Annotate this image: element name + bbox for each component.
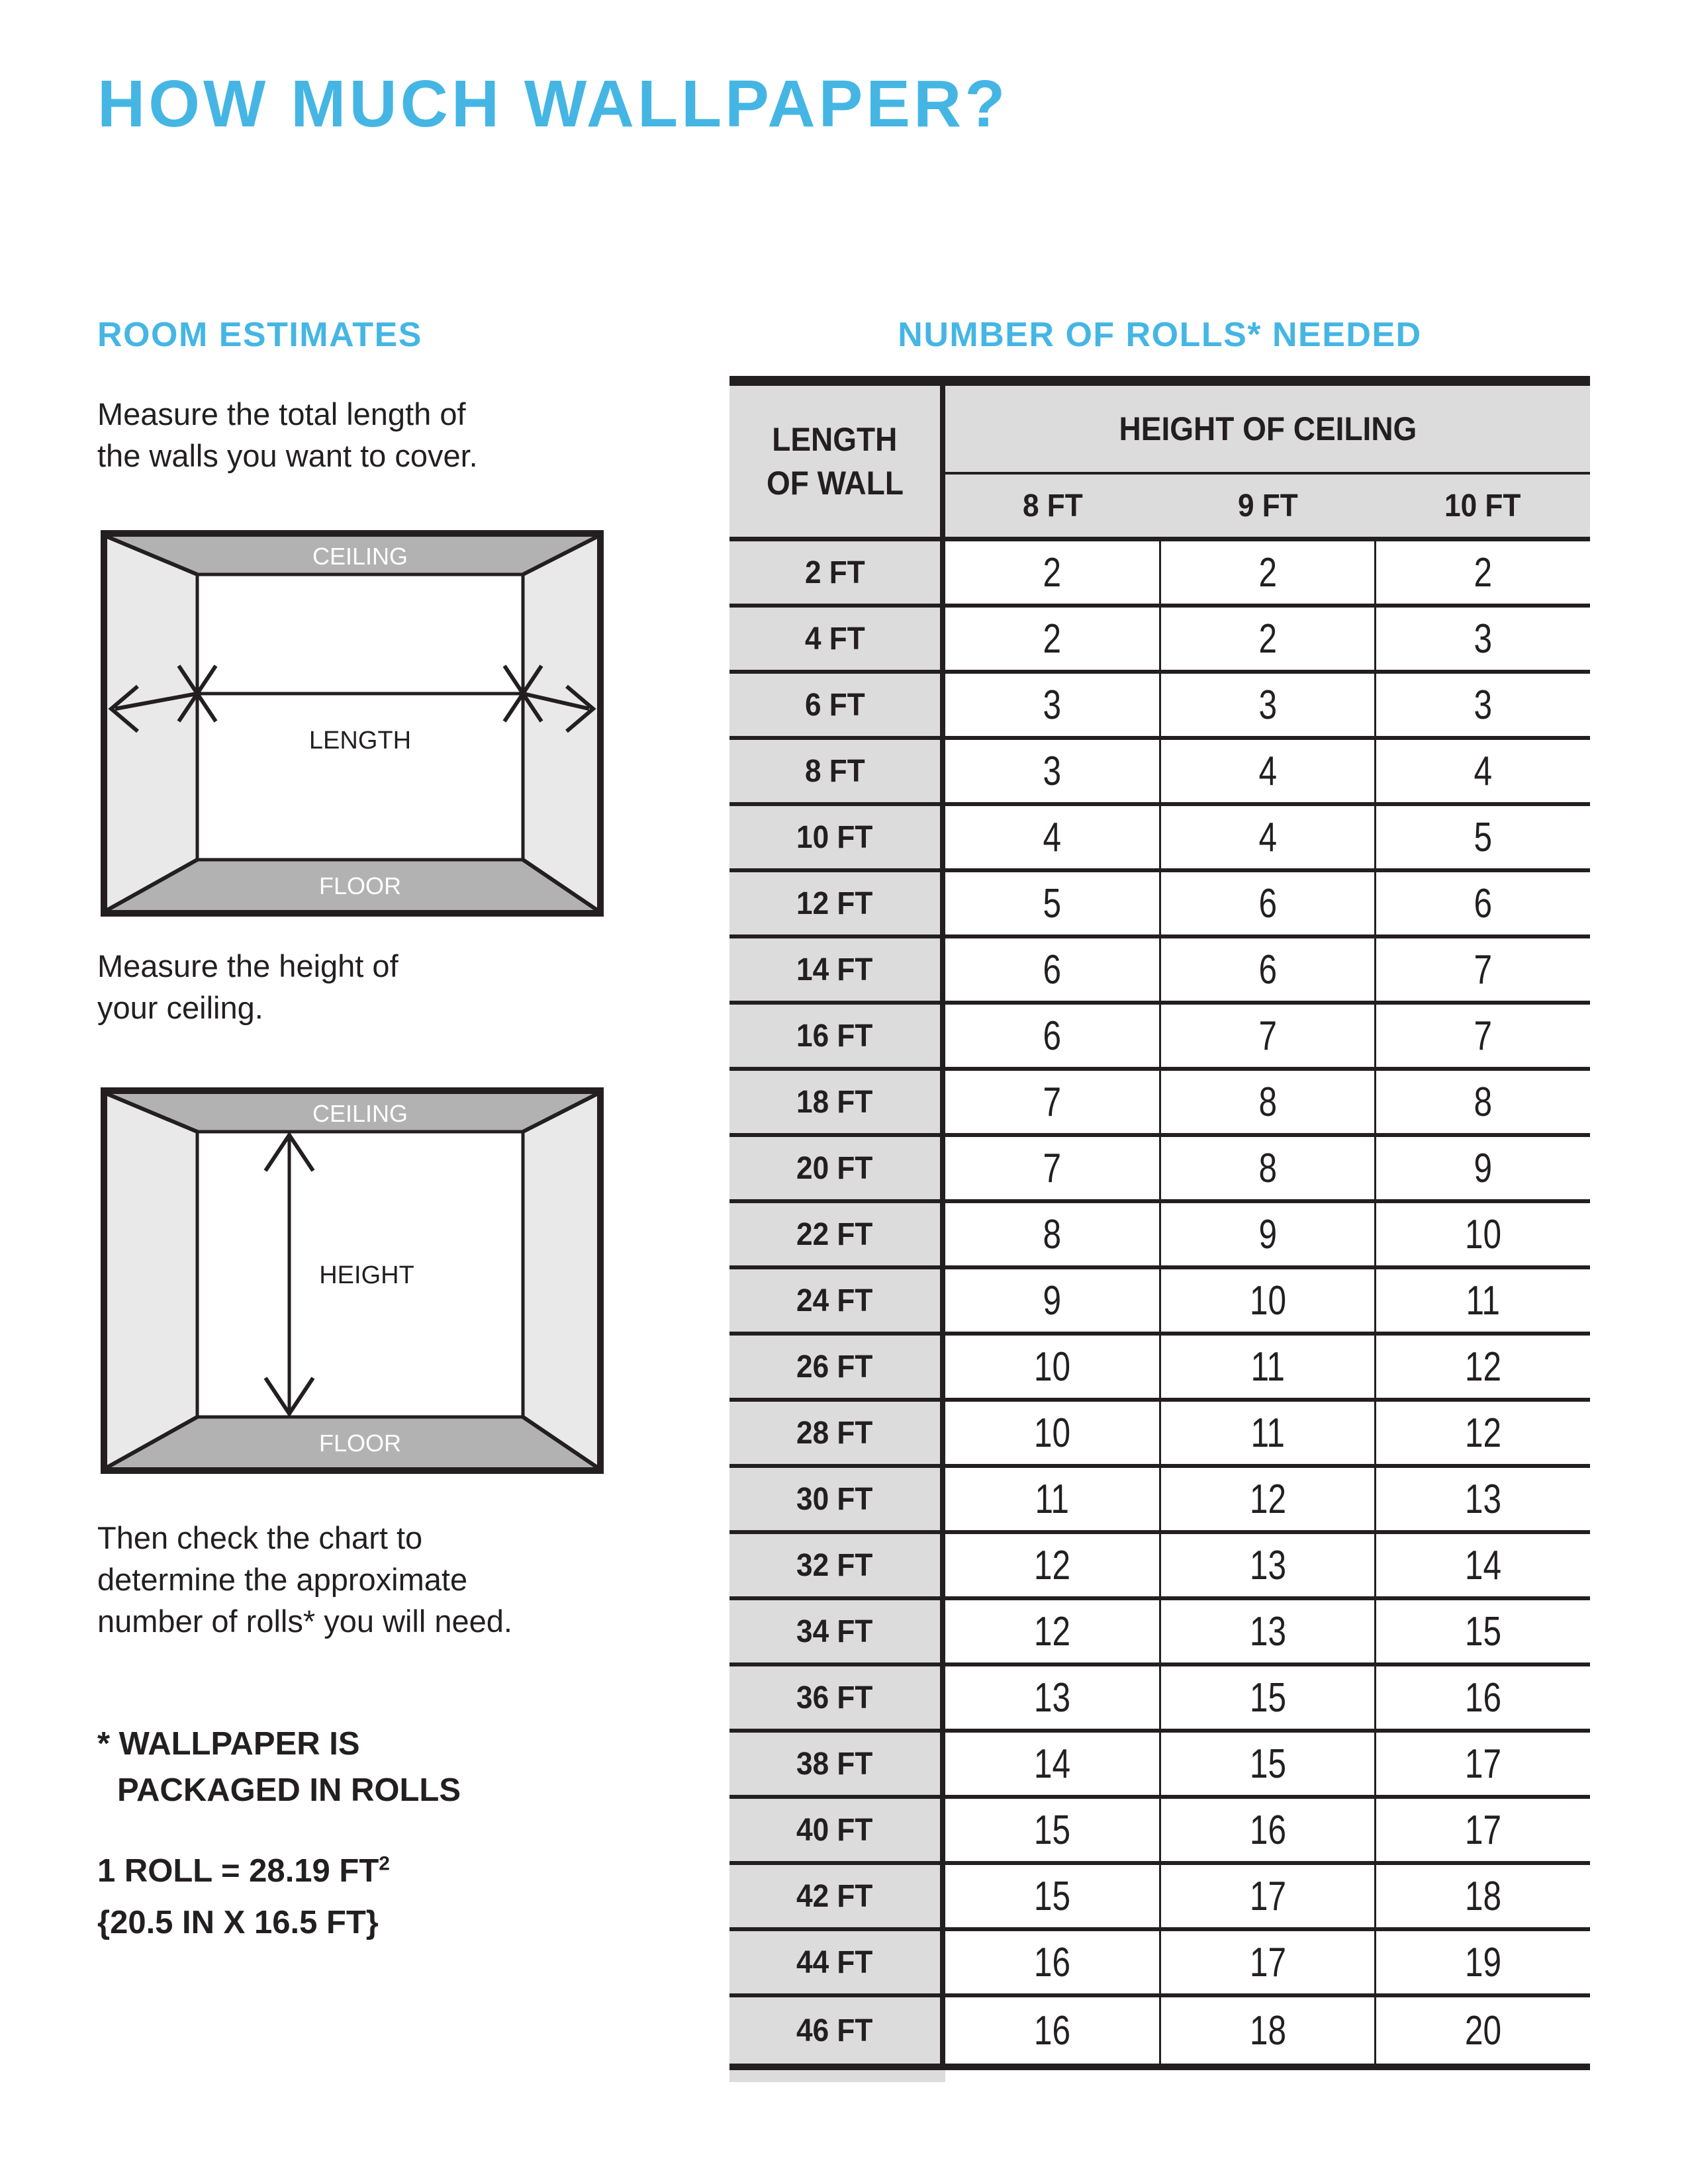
cell-8ft: 5 (945, 872, 1159, 934)
cell-9ft: 10 (1159, 1269, 1375, 1332)
cell-9ft: 12 (1159, 1468, 1375, 1530)
length-label: LENGTH (308, 727, 412, 754)
paragraph-measure-height (97, 945, 399, 1028)
table-row (729, 1005, 1590, 1071)
cell-8ft: 4 (945, 806, 1159, 868)
row-label: 44 FT (729, 1931, 945, 1993)
row-label: 38 FT (729, 1733, 945, 1795)
cell-8ft: 16 (945, 1997, 1159, 2064)
paragraph-line: number of rolls* you will need. (97, 1604, 512, 1639)
cell-8ft: 7 (945, 1071, 1159, 1133)
cell-8ft: 3 (945, 674, 1159, 736)
left-wall-face (107, 1094, 197, 1467)
cell-9ft: 9 (1159, 1203, 1375, 1265)
cell-8ft: 6 (945, 938, 1159, 1001)
cell-10ft: 16 (1374, 1666, 1590, 1729)
paragraph-check-chart (97, 1517, 512, 1642)
cell-8ft: 8 (945, 1203, 1159, 1265)
page-title: HOW MUCH WALLPAPER? (97, 67, 1009, 141)
table-row (729, 1865, 1590, 1931)
row-label: 2 FT (729, 541, 945, 604)
subheader-9ft: 9 FT (1237, 488, 1298, 523)
row-label: 8 FT (729, 740, 945, 802)
footnote-line: PACKAGED IN ROLLS (117, 1772, 461, 1808)
roll-equation: 1 ROLL = 28.19 FT (97, 1853, 379, 1889)
cell-10ft: 5 (1374, 806, 1590, 868)
room-diagram-length (101, 530, 604, 917)
section-heading-room-estimates: ROOM ESTIMATES (97, 316, 422, 354)
cell-9ft: 11 (1159, 1402, 1375, 1464)
table-rows (729, 541, 1590, 2064)
paragraph-line: Then check the chart to (97, 1520, 423, 1555)
row-label: 30 FT (729, 1468, 945, 1530)
cell-9ft: 15 (1159, 1666, 1375, 1729)
table-header (729, 386, 1590, 541)
cell-9ft: 4 (1159, 740, 1375, 802)
cell-10ft: 3 (1374, 608, 1590, 670)
row-label: 46 FT (729, 1997, 945, 2064)
cell-10ft: 17 (1374, 1733, 1590, 1795)
cell-8ft: 14 (945, 1733, 1159, 1795)
row-label: 42 FT (729, 1865, 945, 1927)
cell-8ft: 16 (945, 1931, 1159, 1993)
subheader-10ft: 10 FT (1444, 488, 1521, 523)
table-row (729, 1666, 1590, 1733)
row-label: 10 FT (729, 806, 945, 868)
footnote-line: {20.5 IN X 16.5 FT} (97, 1905, 379, 1940)
cell-9ft: 2 (1159, 608, 1375, 670)
footnote-packaged-in-rolls (97, 1721, 461, 1813)
cell-10ft: 7 (1374, 938, 1590, 1001)
back-wall-face (197, 574, 523, 860)
cell-10ft: 13 (1374, 1468, 1590, 1530)
cell-9ft: 6 (1159, 938, 1375, 1001)
cell-9ft: 7 (1159, 1005, 1375, 1067)
cell-10ft: 3 (1374, 674, 1590, 736)
table-row (729, 1336, 1590, 1402)
table-bottom-bar (729, 2064, 1590, 2070)
cell-8ft: 12 (945, 1600, 1159, 1662)
row-label: 16 FT (729, 1005, 945, 1067)
cell-8ft: 15 (945, 1799, 1159, 1861)
paragraph-line: Measure the total length of (97, 396, 466, 432)
table-row (729, 1799, 1590, 1865)
subheader-8ft: 8 FT (1022, 488, 1083, 523)
header-line: OF WALL (766, 465, 904, 502)
table-row (729, 1468, 1590, 1534)
cell-10ft: 11 (1374, 1269, 1590, 1332)
cell-10ft: 12 (1374, 1402, 1590, 1464)
cell-10ft: 12 (1374, 1336, 1590, 1398)
cell-10ft: 20 (1374, 1997, 1590, 2064)
table-row (729, 1071, 1590, 1137)
row-label: 28 FT (729, 1402, 945, 1464)
table-row (729, 740, 1590, 806)
table-row (729, 1402, 1590, 1468)
table-row (729, 1600, 1590, 1666)
table-row (729, 1931, 1590, 1997)
cell-10ft: 17 (1374, 1799, 1590, 1861)
cell-10ft: 14 (1374, 1534, 1590, 1596)
table-label-column-tail (729, 2070, 945, 2082)
cell-10ft: 4 (1374, 740, 1590, 802)
rolls-table (729, 376, 1590, 2082)
paragraph-line: determine the approximate (97, 1562, 468, 1597)
table-row (729, 872, 1590, 938)
cell-9ft: 13 (1159, 1534, 1375, 1596)
table-row (729, 541, 1590, 608)
row-label: 40 FT (729, 1799, 945, 1861)
cell-9ft: 17 (1159, 1865, 1375, 1927)
paragraph-line: your ceiling. (97, 990, 263, 1025)
cell-8ft: 6 (945, 1005, 1159, 1067)
table-row (729, 1997, 1590, 2064)
table-row (729, 1269, 1590, 1336)
cell-9ft: 15 (1159, 1733, 1375, 1795)
paragraph-measure-length (97, 393, 478, 477)
cell-8ft: 3 (945, 740, 1159, 802)
cell-8ft: 9 (945, 1269, 1159, 1332)
row-label: 12 FT (729, 872, 945, 934)
table-row (729, 1733, 1590, 1799)
cell-8ft: 13 (945, 1666, 1159, 1729)
table-header-right (945, 386, 1590, 537)
ceiling-label: CEILING (312, 543, 408, 570)
table-row (729, 674, 1590, 740)
cell-10ft: 18 (1374, 1865, 1590, 1927)
row-label: 4 FT (729, 608, 945, 670)
cell-10ft: 19 (1374, 1931, 1590, 1993)
cell-9ft: 13 (1159, 1600, 1375, 1662)
header-line: LENGTH (772, 421, 898, 458)
cell-10ft: 6 (1374, 872, 1590, 934)
right-wall-face (523, 537, 597, 910)
right-wall-face (523, 1094, 597, 1467)
cell-10ft: 2 (1374, 541, 1590, 604)
table-row (729, 1137, 1590, 1203)
cell-9ft: 3 (1159, 674, 1375, 736)
cell-10ft: 15 (1374, 1600, 1590, 1662)
table-row (729, 938, 1590, 1005)
height-of-ceiling-header: HEIGHT OF CEILING (945, 386, 1590, 475)
section-heading-rolls-needed: NUMBER OF ROLLS* NEEDED (898, 316, 1422, 354)
cell-10ft: 9 (1374, 1137, 1590, 1199)
ceiling-subheaders (945, 475, 1590, 537)
row-label: 24 FT (729, 1269, 945, 1332)
cell-10ft: 10 (1374, 1203, 1590, 1265)
table-row (729, 608, 1590, 674)
room-diagram-height (101, 1087, 604, 1474)
left-wall-face (107, 537, 197, 910)
row-label: 6 FT (729, 674, 945, 736)
cell-10ft: 8 (1374, 1071, 1590, 1133)
cell-8ft: 11 (945, 1468, 1159, 1530)
cell-8ft: 2 (945, 541, 1159, 604)
row-label: 18 FT (729, 1071, 945, 1133)
cell-9ft: 17 (1159, 1931, 1375, 1993)
row-label: 32 FT (729, 1534, 945, 1596)
paragraph-line: Measure the height of (97, 948, 399, 983)
table-row (729, 806, 1590, 872)
row-label: 34 FT (729, 1600, 945, 1662)
length-of-wall-header (729, 386, 945, 537)
cell-8ft: 10 (945, 1336, 1159, 1398)
cell-9ft: 2 (1159, 541, 1375, 604)
row-label: 20 FT (729, 1137, 945, 1199)
footnote-roll-size (97, 1845, 390, 1948)
cell-9ft: 6 (1159, 872, 1375, 934)
table-top-bar (729, 376, 1590, 386)
footnote-line: * WALLPAPER IS (97, 1726, 360, 1762)
row-label: 14 FT (729, 938, 945, 1001)
cell-8ft: 2 (945, 608, 1159, 670)
cell-9ft: 8 (1159, 1137, 1375, 1199)
row-label: 22 FT (729, 1203, 945, 1265)
cell-8ft: 7 (945, 1137, 1159, 1199)
cell-8ft: 12 (945, 1534, 1159, 1596)
row-label: 26 FT (729, 1336, 945, 1398)
cell-10ft: 7 (1374, 1005, 1590, 1067)
cell-9ft: 18 (1159, 1997, 1375, 2064)
cell-9ft: 16 (1159, 1799, 1375, 1861)
height-label: HEIGHT (319, 1261, 414, 1289)
row-label: 36 FT (729, 1666, 945, 1729)
table-row (729, 1534, 1590, 1600)
cell-9ft: 8 (1159, 1071, 1375, 1133)
footnote-line (97, 1845, 390, 1897)
table-row (729, 1203, 1590, 1269)
floor-label: FLOOR (318, 1430, 402, 1457)
roll-sup: 2 (379, 1852, 390, 1875)
cell-9ft: 4 (1159, 806, 1375, 868)
cell-8ft: 15 (945, 1865, 1159, 1927)
cell-8ft: 10 (945, 1402, 1159, 1464)
ceiling-label: CEILING (312, 1100, 408, 1127)
cell-9ft: 11 (1159, 1336, 1375, 1398)
floor-label: FLOOR (318, 872, 402, 899)
paragraph-line: the walls you want to cover. (97, 438, 478, 473)
